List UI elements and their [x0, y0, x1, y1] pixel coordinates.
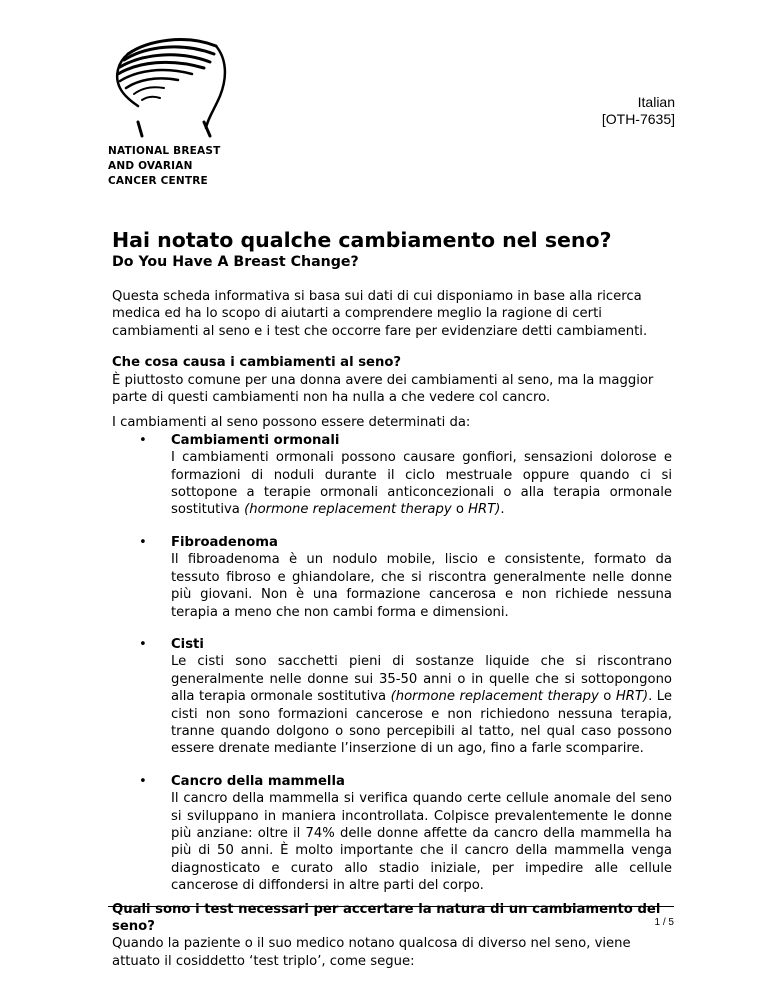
bullet-icon: •	[139, 432, 147, 448]
cause-title: Cancro della mammella	[171, 773, 345, 789]
list-item	[112, 773, 672, 895]
cause-title: Cisti	[171, 636, 204, 652]
page-number: 1 / 5	[654, 917, 674, 928]
bullet-icon: •	[139, 636, 147, 652]
list-item	[112, 636, 672, 758]
list-item	[112, 432, 672, 519]
cause-description	[171, 449, 672, 519]
cause-title: Cambiamenti ormonali	[171, 432, 340, 448]
cause-description-text: o	[598, 689, 616, 705]
cause-description: Il cancro della mammella si verifica quando certe cellule anomale del seno si sviluppano in maniera incontrollata. Colpisce prevalentemente le donne più anziane: oltre il 74% delle donne affette da cancro della mammella ha più di 50 anni. È molto importante che il cancro della mammella venga diagnosticato e curato allo stadio iniziale, per impedire alle cellule cancerose di diffondersi in altre parti del corpo.	[171, 791, 672, 894]
org-name-line: NATIONAL BREAST	[108, 145, 221, 157]
cause-title: Fibroadenoma	[171, 534, 278, 550]
bullet-icon: •	[139, 534, 147, 550]
page-subtitle: Do You Have A Breast Change?	[112, 254, 359, 270]
document-code: [OTH-7635]	[601, 111, 675, 127]
cause-description-italic: HRT)	[615, 689, 649, 705]
bullet-icon: •	[139, 773, 147, 789]
section-body-tests: Quando la paziente o il suo medico notano qualcosa di diverso nel seno, viene attuato il cosiddetto ‘test triplo’, come segue:	[112, 936, 631, 969]
footer-divider	[108, 906, 674, 907]
section-heading-tests: Quali sono i test necessari per accertare la natura di un cambiamento del seno?	[112, 901, 661, 934]
section-body-causes: È piuttosto comune per una donna avere dei cambiamenti al seno, ma la maggior parte di questi cambiamenti non ha nulla a che vedere col cancro.	[112, 372, 654, 406]
org-name-line: AND OVARIAN	[108, 160, 193, 172]
cause-description-text: . Le cisti non sono formazioni cancerose e non richiedono nessuna terapia, tranne quando dolgono o sono percepibili al tatto, nel qual caso possono essere drenate mediante l’inserzione di un ago, fino a farle scomparire.	[171, 689, 672, 757]
section-heading-causes: Che cosa causa i cambiamenti al seno?	[112, 355, 402, 371]
org-name-line: CANCER CENTRE	[108, 175, 208, 187]
cause-description-text: .	[500, 502, 505, 518]
cause-description-text: o	[451, 502, 469, 518]
language-label: Italian	[637, 94, 675, 110]
list-item	[112, 534, 672, 621]
cause-description: Il fibroadenoma è un nodulo mobile, liscio e consistente, formato da tessuto fibroso e ghiandolare, che si riscontra generalmente nelle donne più giovani. Non è una formazione cancerosa e non richiede nessuna terapia a meno che non cambi forma e dimensioni.	[171, 552, 672, 620]
language-code-block	[602, 94, 675, 128]
cause-description-text: I cambiamenti ormonali possono causare gonfiori, sensazioni dolorose e formazioni di noduli durante il ciclo mestruale oppure quando ci si sottopone a terapie ormonali anticoncezionali o alla terapia ormonale sostitutiva	[171, 450, 672, 518]
page-title: Hai notato qualche cambiamento nel seno?	[112, 228, 612, 252]
nbocc-logo	[108, 36, 238, 189]
main-content	[112, 227, 672, 970]
cause-description-italic: (hormone replacement therapy	[390, 689, 599, 705]
cause-description	[171, 653, 672, 757]
cause-description-italic: HRT)	[468, 502, 501, 518]
causes-lead: I cambiamenti al seno possono essere determinati da:	[112, 415, 471, 431]
intro-paragraph: Questa scheda informativa si basa sui dati di cui disponiamo in base alla ricerca medica ed ha lo scopo di aiutarti a comprendere meglio la ragione di certi cambiamenti al seno e i test che occorre fare per evidenziare detti cambiamenti.	[112, 289, 648, 339]
woman-silhouette-logo-icon	[108, 36, 238, 140]
causes-list	[112, 432, 672, 895]
cause-description-italic: (hormone replacement therapy	[244, 502, 452, 518]
cause-description-text: Le cisti sono sacchetti pieni di sostanze liquide che si riscontrano generalmente nelle donne sui 35-50 anni o in quelle che si sottopongono alla terapia ormonale sostitutiva	[171, 654, 672, 705]
org-name	[108, 144, 238, 189]
